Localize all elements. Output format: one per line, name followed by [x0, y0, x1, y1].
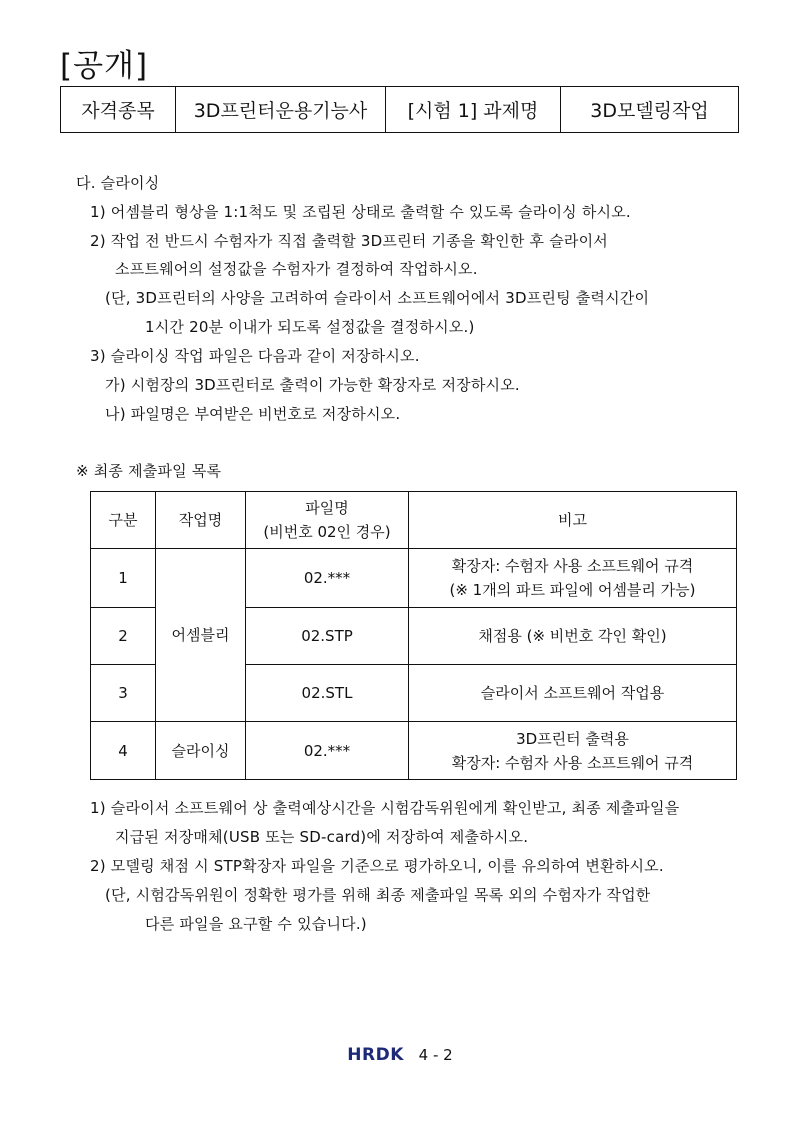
instruction-line: (단, 3D프린터의 사양을 고려하여 슬라이서 소프트웨어에서 3D프린팅 출력시간이 [105, 289, 650, 307]
table-row [91, 722, 737, 780]
note-line: 1) 슬라이서 소프트웨어 상 출력예상시간을 시험감독위원에게 확인받고, 최종 제출파일을 [90, 799, 680, 817]
row-number: 1 [91, 549, 156, 608]
exam-header-table [60, 86, 739, 133]
row-note: 슬라이서 소프트웨어 작업용 [409, 665, 737, 722]
task-label: [시험 1] 과제명 [386, 87, 561, 133]
instruction-line: 소프트웨어의 설정값을 수험자가 결정하여 작업하시오. [115, 260, 478, 278]
header-note: 비고 [409, 492, 737, 549]
header-filename [246, 492, 409, 549]
row-number: 4 [91, 722, 156, 780]
row-note-line1: 확장자: 수험자 사용 소프트웨어 규격 [451, 557, 694, 575]
merged-task-cell: 어셈블리 [156, 549, 246, 722]
row-filename: 02.*** [246, 722, 409, 780]
table-header-row [91, 492, 737, 549]
row-filename: 02.STL [246, 665, 409, 722]
submission-file-table [90, 491, 737, 780]
row-note-line2: (※ 1개의 파트 파일에 어셈블리 가능) [449, 581, 696, 599]
note-line: (단, 시험감독위원이 정확한 평가를 위해 최종 제출파일 목록 외의 수험자가 작업한 [105, 886, 651, 904]
row-filename: 02.*** [246, 549, 409, 608]
row-note [409, 549, 737, 608]
instruction-line: 1시간 20분 이내가 되도록 설정값을 결정하시오.) [145, 318, 475, 336]
row-task: 슬라이싱 [156, 722, 246, 780]
instruction-line: 나) 파일명은 부여받은 비번호로 저장하시오. [105, 405, 401, 423]
header-task: 작업명 [156, 492, 246, 549]
task-value: 3D모델링작업 [561, 87, 739, 133]
instruction-line: 3) 슬라이싱 작업 파일은 다음과 같이 저장하시오. [90, 347, 420, 365]
row-number: 3 [91, 665, 156, 722]
header-filename-line2: (비번호 02인 경우) [263, 523, 391, 541]
instruction-line: 2) 작업 전 반드시 수험자가 직접 출력할 3D프린터 기종을 확인한 후 슬라이서 [90, 232, 608, 250]
note-line: 2) 모델링 채점 시 STP확장자 파일을 기준으로 평가하오니, 이를 유의하여 변환하시오. [90, 857, 664, 875]
page-number: 4 - 2 [418, 1046, 453, 1064]
public-stamp: [공개] [60, 48, 149, 84]
instruction-line: 1) 어셈블리 형상을 1:1척도 및 조립된 상태로 출력할 수 있도록 슬라이싱 하시오. [90, 203, 631, 221]
field-label: 자격종목 [61, 87, 176, 133]
row-note: 채점용 (※ 비번호 각인 확인) [409, 608, 737, 665]
page-footer [0, 1045, 800, 1065]
note-line: 지급된 저장매체(USB 또는 SD-card)에 저장하여 제출하시오. [115, 828, 529, 846]
header-division: 구분 [91, 492, 156, 549]
row-number: 2 [91, 608, 156, 665]
note-line: 다른 파일을 요구할 수 있습니다.) [145, 915, 367, 933]
instruction-line: 가) 시험장의 3D프린터로 출력이 가능한 확장자로 저장하시오. [105, 376, 520, 394]
section-title: 다. 슬라이싱 [76, 174, 160, 192]
row-note [409, 722, 737, 780]
table-row [91, 549, 737, 608]
hrdk-logo: HRDK [347, 1045, 404, 1065]
header-filename-line1: 파일명 [305, 499, 349, 517]
row-note-line2: 확장자: 수험자 사용 소프트웨어 규격 [451, 753, 694, 772]
file-list-title: ※ 최종 제출파일 목록 [76, 462, 222, 480]
row-note-line1: 3D프린터 출력용 [516, 729, 629, 748]
row-filename: 02.STP [246, 608, 409, 665]
field-value: 3D프린터운용기능사 [176, 87, 386, 133]
